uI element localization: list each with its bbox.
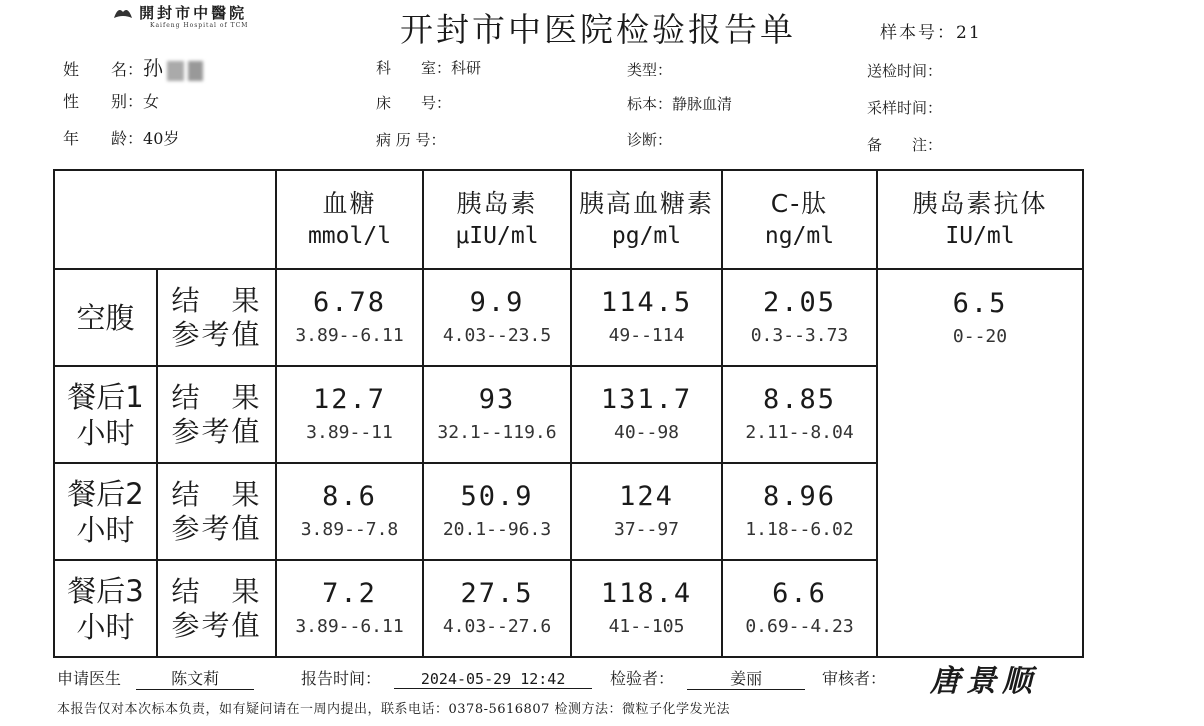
report-type: 类型： <box>627 61 673 79</box>
patient-name <box>63 52 203 81</box>
result-cell: 2.05 0.3--3.73 <box>722 269 877 366</box>
result-cell: 8.85 2.11--8.04 <box>722 366 877 463</box>
patient-gender: 性 别：女 <box>63 92 160 111</box>
period-cell: 餐后2 小时 <box>54 463 157 560</box>
result-cell: 7.2 3.89--6.11 <box>276 560 423 657</box>
remarks: 备 注： <box>867 136 943 154</box>
results-table <box>53 169 1084 658</box>
diagnosis: 诊断： <box>627 131 673 149</box>
result-cell: 114.5 49--114 <box>571 269 722 366</box>
hospital-emblem-icon <box>112 4 134 22</box>
department: 科 室：科研 <box>376 59 482 77</box>
send-time: 送检时间： <box>867 62 943 80</box>
row-label-cell: 结 果 参考值 <box>157 560 276 657</box>
result-cell: 50.9 20.1--96.3 <box>423 463 571 560</box>
result-cell: 124 37--97 <box>571 463 722 560</box>
medical-record-number: 病 历 号： <box>376 131 446 149</box>
specimen: 标本：静脉血清 <box>627 95 733 113</box>
disclaimer: 本报告仅对本次标本负责，如有疑问请在一周内提出，联系电话：0378-5616807 检测方法：微粒子化学发光法 <box>57 702 731 717</box>
period-cell: 空腹 <box>54 269 157 366</box>
patient-age-value: 40岁 <box>143 129 180 148</box>
sample-number: 样本号：21 <box>880 23 982 43</box>
header-blood-glucose: 血糖 mmol/l <box>276 170 423 269</box>
reviewer-label: 审核者： <box>822 669 887 688</box>
row-label-cell: 结 果 参考值 <box>157 366 276 463</box>
header-insulin-antibody: 胰岛素抗体 IU/ml <box>877 170 1083 269</box>
bed-number: 床 号： <box>376 94 452 112</box>
hospital-logo <box>112 2 249 29</box>
tester: 检验者： 姜丽 <box>610 666 805 690</box>
result-cell: 9.9 4.03--23.5 <box>423 269 571 366</box>
logo-english-name: Kaifeng Hospital of TCM <box>150 22 249 29</box>
report-title: 开封市中医院检验报告单 <box>400 10 796 49</box>
logo-chinese-name: 開封市中醫院 <box>139 4 248 22</box>
doctor-value: 陈文莉 <box>136 666 254 690</box>
result-cell: 12.7 3.89--11 <box>276 366 423 463</box>
patient-name-value: 孙 <box>143 56 164 80</box>
specimen-value: 静脉血清 <box>672 95 733 113</box>
report-time: 报告时间： 2024-05-29 12:42 <box>301 666 592 689</box>
result-cell: 8.96 1.18--6.02 <box>722 463 877 560</box>
result-cell: 93 32.1--119.6 <box>423 366 571 463</box>
collect-time: 采样时间： <box>867 99 943 117</box>
header-insulin: 胰岛素 μIU/ml <box>423 170 571 269</box>
reviewer-signature: 唐景顺 <box>930 664 1038 699</box>
requesting-doctor: 申请医生 陈文莉 <box>57 666 254 690</box>
period-cell: 餐后1 小时 <box>54 366 157 463</box>
header-empty-cell <box>54 170 276 269</box>
patient-gender-value: 女 <box>143 92 160 111</box>
result-cell: 131.7 40--98 <box>571 366 722 463</box>
redacted-name-block <box>167 61 184 81</box>
department-value: 科研 <box>451 59 482 77</box>
patient-name-label: 姓 名： <box>63 60 144 79</box>
table-header-row <box>54 170 1083 269</box>
header-c-peptide: C-肽 ng/ml <box>722 170 877 269</box>
report-time-value: 2024-05-29 12:42 <box>394 670 592 689</box>
header-glucagon: 胰高血糖素 pg/ml <box>571 170 722 269</box>
patient-age: 年 龄：40岁 <box>63 129 180 148</box>
row-label-cell: 结 果 参考值 <box>157 463 276 560</box>
result-cell: 6.6 0.69--4.23 <box>722 560 877 657</box>
result-cell: 27.5 4.03--27.6 <box>423 560 571 657</box>
antibody-cell: 6.5 0--20 <box>877 269 1083 657</box>
table-row <box>54 269 1083 366</box>
tester-value: 姜丽 <box>687 666 805 690</box>
result-cell: 6.78 3.89--6.11 <box>276 269 423 366</box>
period-cell: 餐后3 小时 <box>54 560 157 657</box>
redacted-name-block <box>188 61 203 81</box>
row-label-cell: 结 果 参考值 <box>157 269 276 366</box>
result-cell: 8.6 3.89--7.8 <box>276 463 423 560</box>
result-cell: 118.4 41--105 <box>571 560 722 657</box>
